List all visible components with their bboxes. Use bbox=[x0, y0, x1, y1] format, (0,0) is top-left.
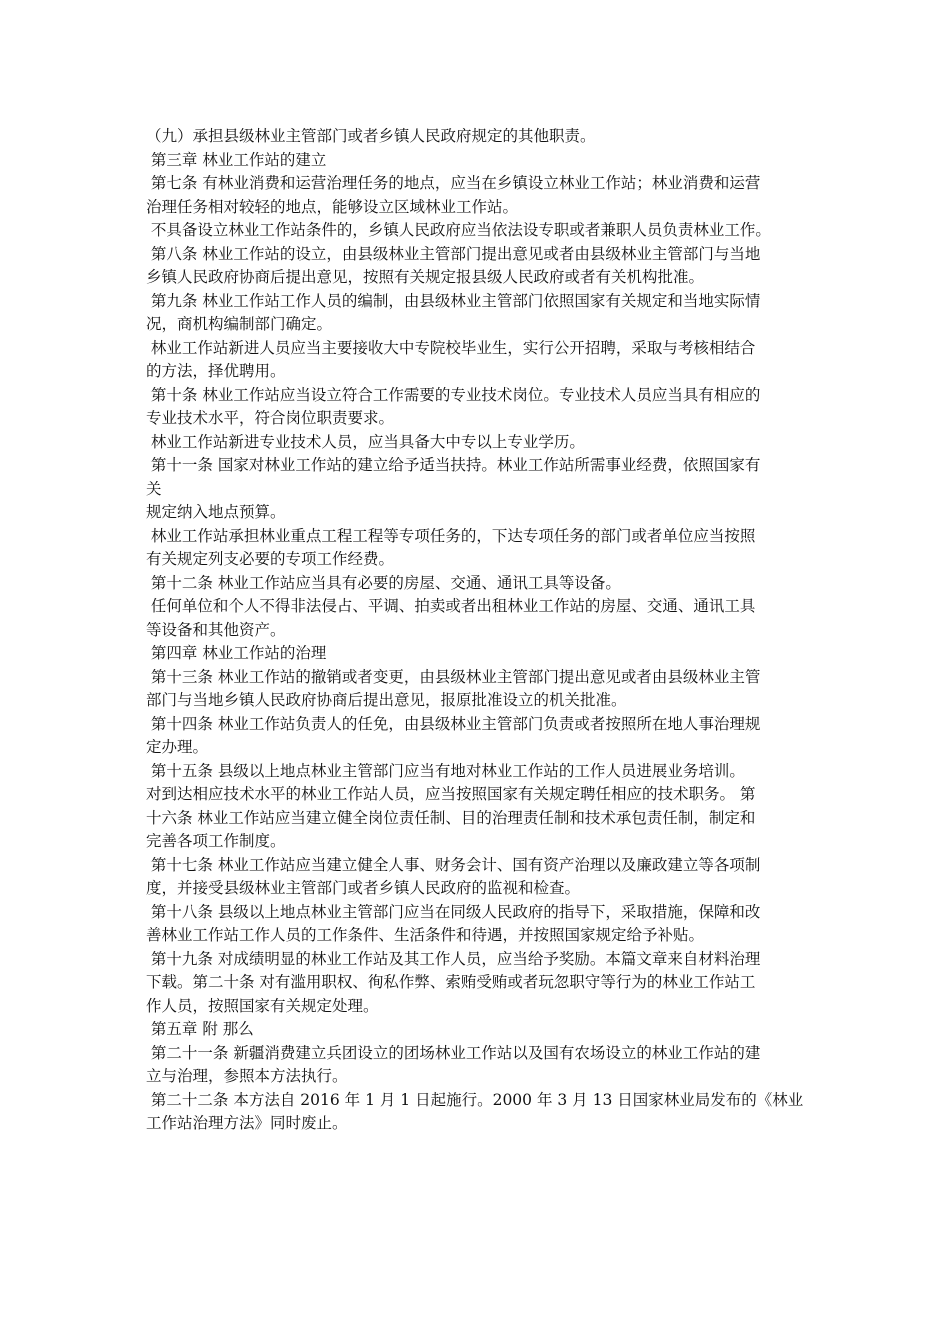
text-line: 不具备设立林业工作站条件的，乡镇人民政府应当依法设专职或者兼职人员负责林业工作。 bbox=[146, 221, 771, 239]
text-line: 第七条 有林业消费和运营治理任务的地点，应当在乡镇设立林业工作站；林业消费和运营 bbox=[146, 174, 761, 192]
text-line: 第二十二条 本方法自 2016 年 1 月 1 日起施行。2000 年 3 月 13 日国家林业局发布的《林业 bbox=[146, 1090, 804, 1109]
text-line: 第四章 林业工作站的治理 bbox=[146, 644, 327, 662]
text-line: 规定纳入地点预算。 bbox=[146, 503, 286, 521]
text-line: 的方法，择优聘用。 bbox=[146, 362, 286, 380]
text-line: 部门与当地乡镇人民政府协商后提出意见，报原批准设立的机关批准。 bbox=[146, 691, 627, 709]
text-line: 完善各项工作制度。 bbox=[146, 832, 286, 850]
text-line: 第三章 林业工作站的建立 bbox=[146, 150, 327, 169]
text-line: 第十一条 国家对林业工作站的建立给予适当扶持。林业工作站所需事业经费，依照国家有 bbox=[146, 456, 761, 474]
text-line: 下载。第二十条 对有滥用职权、徇私作弊、索贿受贿或者玩忽职守等行为的林业工作站工 bbox=[146, 973, 756, 991]
text-line: 定办理。 bbox=[146, 738, 209, 756]
text-line: 立与治理，参照本方法执行。 bbox=[146, 1067, 348, 1085]
text-line: 第八条 林业工作站的设立，由县级林业主管部门提出意见或者由县级林业主管部门与当地 bbox=[146, 244, 761, 263]
text-line: 第十七条 林业工作站应当建立健全人事、财务会计、国有资产治理以及廉政建立等各项制 bbox=[146, 855, 761, 874]
text-line: 关 bbox=[146, 479, 162, 498]
text-line: 专业技术水平，符合岗位职责要求。 bbox=[146, 409, 395, 427]
text-line: 林业工作站新进人员应当主要接收大中专院校毕业生，实行公开招聘，采取与考核相结合 bbox=[146, 338, 756, 357]
text-line: 林业工作站新进专业技术人员，应当具备大中专以上专业学历。 bbox=[146, 432, 585, 451]
text-line: 况，商机构编制部门确定。 bbox=[146, 315, 333, 333]
text-line: 等设备和其他资产。 bbox=[146, 620, 286, 639]
text-line: 治理任务相对较轻的地点，能够设立区域林业工作站。 bbox=[146, 197, 519, 216]
text-line: 第十四条 林业工作站负责人的任免，由县级林业主管部门负责或者按照所在地人事治理规 bbox=[146, 714, 761, 733]
text-line: 第十五条 县级以上地点林业主管部门应当有地对林业工作站的工作人员进展业务培训。 bbox=[146, 761, 745, 780]
text-line: 度，并接受县级林业主管部门或者乡镇人民政府的监视和检查。 bbox=[146, 879, 581, 897]
text-line: 第十条 林业工作站应当设立符合工作需要的专业技术岗位。专业技术人员应当具有相应的 bbox=[146, 385, 761, 404]
text-line: 第五章 附 那么 bbox=[146, 1020, 254, 1038]
text-line: （九）承担县级林业主管部门或者乡镇人民政府规定的其他职责。 bbox=[146, 127, 596, 145]
text-line: 林业工作站承担林业重点工程工程等专项任务的，下达专项任务的部门或者单位应当按照 bbox=[146, 526, 756, 545]
text-line: 任何单位和个人不得非法侵占、平调、拍卖或者出租林业工作站的房屋、交通、通讯工具 bbox=[146, 597, 756, 615]
text-line: 十六条 林业工作站应当建立健全岗位责任制、目的治理责任制和技术承包责任制，制定和 bbox=[146, 808, 756, 827]
text-line: 有关规定列支必要的专项工作经费。 bbox=[146, 550, 395, 568]
text-line: 第二十一条 新疆消费建立兵团设立的团场林业工作站以及国有农场设立的林业工作站的建 bbox=[146, 1043, 761, 1062]
text-line: 第十三条 林业工作站的撤销或者变更，由县级林业主管部门提出意见或者由县级林业主管 bbox=[146, 667, 761, 686]
text-line: 第九条 林业工作站工作人员的编制，由县级林业主管部门依照国家有关规定和当地实际情 bbox=[146, 291, 761, 310]
text-line: 工作站治理方法》同时废止。 bbox=[146, 1114, 348, 1132]
text-line: 善林业工作站工作人员的工作条件、生活条件和待遇，并按照国家规定给予补贴。 bbox=[146, 926, 705, 944]
text-line: 第十八条 县级以上地点林业主管部门应当在同级人民政府的指导下，采取措施，保障和改 bbox=[146, 902, 761, 921]
text-line: 对到达相应技术水平的林业工作站人员，应当按照国家有关规定聘任相应的技术职务。 第 bbox=[146, 785, 756, 803]
text-line: 乡镇人民政府协商后提出意见，按照有关规定报县级人民政府或者有关机构批准。 bbox=[146, 268, 705, 286]
document-body bbox=[146, 125, 816, 1136]
text-line: 第十九条 对成绩明显的林业工作站及其工作人员，应当给予奖励。本篇文章来自材料治理 bbox=[146, 949, 761, 968]
text-line: 第十二条 林业工作站应当具有必要的房屋、交通、通讯工具等设备。 bbox=[146, 573, 621, 592]
text-line: 作人员，按照国家有关规定处理。 bbox=[146, 996, 379, 1015]
